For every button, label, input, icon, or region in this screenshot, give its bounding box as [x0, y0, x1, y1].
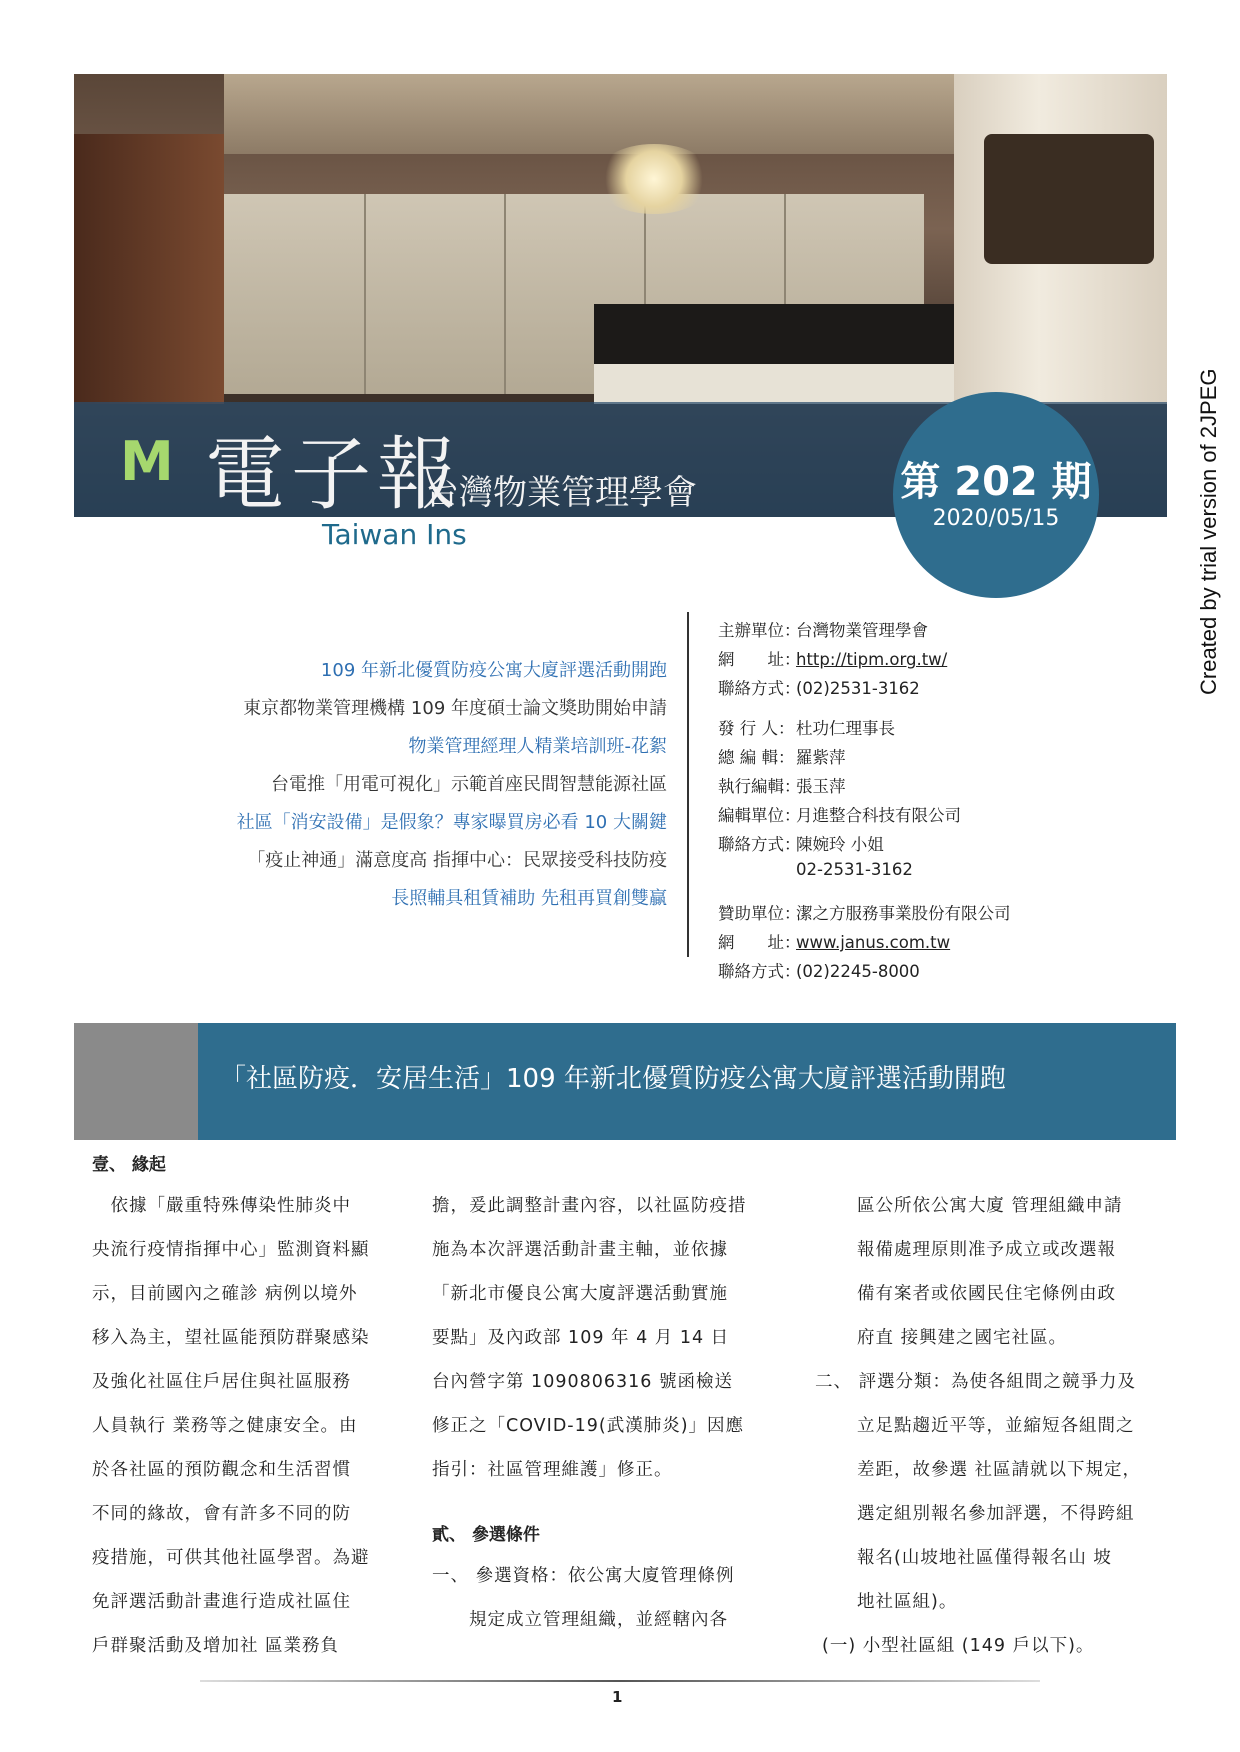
- body-line: 免評選活動計畫進行造成社區住: [92, 1592, 351, 1612]
- body-line: 戶群聚活動及增加社 區業務負: [92, 1636, 340, 1656]
- body-line: 報名(山坡地社區僅得報名山 坡: [857, 1548, 1112, 1568]
- info-editor: 總 編 輯：羅紫萍: [718, 748, 846, 767]
- photo-ceiling: [224, 74, 954, 154]
- body-line: 施為本次評選活動計畫主軸，並依據: [432, 1240, 728, 1260]
- body-line: 一、 參選資格：依公寓大廈管理條例: [432, 1566, 735, 1586]
- cabinet-seam: [364, 194, 366, 394]
- info-contact2-phone: 02-2531-3162: [796, 860, 913, 879]
- body-line: 選定組別報名參加評選，不得跨組: [857, 1504, 1135, 1524]
- body-line: 不同的緣故，會有許多不同的防: [92, 1504, 351, 1524]
- body-line: 指引：社區管理維護」修正。: [432, 1460, 673, 1480]
- body-line: 示，目前國內之確診 病例以境外: [92, 1284, 358, 1304]
- info-exec-editor: 執行編輯：張玉萍: [718, 777, 846, 796]
- body-line: 疫措施，可供其他社區學習。為避: [92, 1548, 370, 1568]
- issue-number: 第 202 期: [900, 459, 1092, 505]
- article-title: 「社區防疫．安居生活」109 年新北優質防疫公寓大廈評選活動開跑: [220, 1064, 1006, 1094]
- body-line: 台內營字第 1090806316 號函檢送: [432, 1372, 733, 1392]
- body-line: 修正之「COVID-19(武漢肺炎)」因應: [432, 1416, 745, 1436]
- watermark-text: Created by trial version of 2JPEG: [1196, 368, 1221, 695]
- band-gray: [74, 1023, 198, 1140]
- logo-m: M: [120, 430, 174, 493]
- body-line: 報備處理原則准予成立或改選報: [857, 1240, 1116, 1260]
- section-heading: 壹、 緣起: [92, 1155, 166, 1175]
- photo-chandelier: [594, 144, 714, 214]
- body-line: 規定成立管理組織，並經轄內各: [432, 1610, 728, 1630]
- body-line: 央流行疫情指揮中心」監測資料顯: [92, 1240, 370, 1260]
- info-contact3: 聯絡方式：(02)2245-8000: [718, 962, 920, 981]
- body-line: 依據「嚴重特殊傳染性肺炎中: [92, 1196, 351, 1216]
- newsletter-title: 電子報: [205, 428, 463, 521]
- info-sponsor: 贊助單位：潔之方服務事業股份有限公司: [718, 904, 1011, 923]
- info-publisher: 發 行 人：杜功仁理事長: [718, 719, 895, 738]
- issue-date: 2020/05/15: [932, 506, 1060, 531]
- section-heading: 貳、 參選條件: [432, 1525, 540, 1545]
- body-line: 移入為主，望社區能預防群聚感染: [92, 1328, 370, 1348]
- photo-wood-wall: [74, 134, 224, 434]
- body-line: 於各社區的預防觀念和生活習慣: [92, 1460, 351, 1480]
- toc-item[interactable]: 109 年新北優質防疫公寓大廈評選活動開跑: [320, 660, 667, 681]
- body-line: 府直 接興建之國宅社區。: [857, 1328, 1068, 1348]
- body-line: 二、 評選分類：為使各組間之競爭力及: [815, 1372, 1137, 1392]
- url-link[interactable]: http://tipm.org.tw/: [796, 650, 948, 669]
- divider: [687, 612, 689, 957]
- url2-link[interactable]: www.janus.com.tw: [796, 933, 951, 952]
- toc-item[interactable]: 長照輔具租賃補助 先租再買創雙贏: [391, 888, 667, 909]
- info-contact: 聯絡方式：(02)2531-3162: [718, 679, 920, 698]
- cabinet-seam: [504, 194, 506, 394]
- body-line: 人員執行 業務等之健康安全。由: [92, 1416, 358, 1436]
- photo-niche: [984, 134, 1154, 264]
- body-line: 要點」及內政部 109 年 4 月 14 日: [432, 1328, 730, 1348]
- toc-item[interactable]: 台電推「用電可視化」示範首座民間智慧能源社區: [271, 774, 667, 795]
- toc-item[interactable]: 「疫止神通」滿意度高 指揮中心：民眾接受科技防疫: [247, 850, 667, 871]
- toc-item[interactable]: 物業管理經理人精業培訓班-花絮: [408, 736, 667, 757]
- org-subtitle: Taiwan Ins: [322, 518, 467, 551]
- info-url: 網 址：http://tipm.org.tw/: [718, 650, 948, 669]
- toc-item[interactable]: 東京都物業管理機構 109 年度碩士論文獎助開始申請: [243, 698, 667, 719]
- body-line: 地社區組)。: [857, 1592, 958, 1612]
- issue-badge: [893, 392, 1099, 598]
- page-number: 1: [612, 1688, 623, 1706]
- body-line: 備有案者或依國民住宅條例由政: [857, 1284, 1116, 1304]
- toc-item[interactable]: 社區「消安設備」是假象？專家曝買房必看 10 大關鍵: [236, 812, 667, 833]
- footer-rule: [200, 1680, 1040, 1682]
- body-line: (一) 小型社區組 (149 戶以下)。: [822, 1636, 1095, 1656]
- body-line: 及強化社區住戶居住與社區服務: [92, 1372, 351, 1392]
- body-line: 差距，故參選 社區請就以下規定，: [857, 1460, 1142, 1480]
- body-line: 立足點趨近平等，並縮短各組間之: [857, 1416, 1135, 1436]
- body-line: 「新北市優良公寓大廈評選活動實施: [432, 1284, 728, 1304]
- info-contact2: 聯絡方式：陳婉玲 小姐: [718, 835, 884, 854]
- body-line: 區公所依公寓大廈 管理組織申請: [857, 1196, 1123, 1216]
- info-url2: 網 址：www.janus.com.tw: [718, 933, 951, 952]
- org-name: 台灣物業管理學會: [425, 473, 697, 513]
- info-edit-unit: 編輯單位：月進整合科技有限公司: [718, 806, 961, 825]
- info-host: 主辦單位：台灣物業管理學會: [718, 621, 928, 640]
- body-line: 擔，爰此調整計畫內容，以社區防疫措: [432, 1196, 747, 1216]
